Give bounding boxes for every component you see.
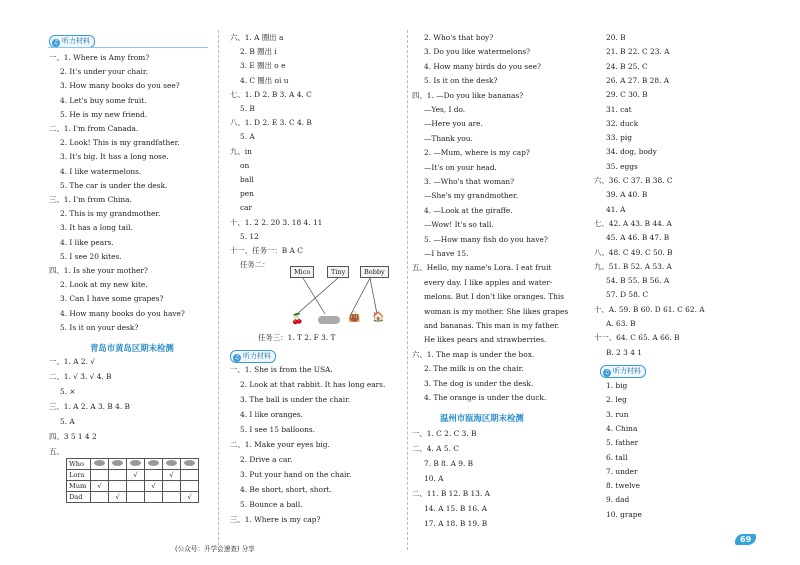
text-line: 3. E 圈出 o e (240, 61, 286, 71)
table-row (67, 459, 199, 470)
table-cell (181, 481, 199, 492)
text-line: 33. pig (606, 133, 632, 143)
table-cell: √ (127, 470, 145, 481)
name-tag-bobby: Bobby (360, 266, 389, 278)
text-line: —Wow! It's so tall. (424, 220, 494, 230)
text-line: 九、in (230, 146, 252, 156)
text-line: 9. dad (606, 495, 630, 505)
text-line: B. 2 3 4 1 (606, 347, 642, 357)
text-line: 二、1. I'm from Canada. (49, 124, 139, 133)
text-line: 3. It has a long tail. (60, 223, 133, 233)
text-line: 5. Is it on your desk? (60, 322, 139, 332)
table-row (67, 470, 199, 481)
table-cell: √ (163, 470, 181, 481)
table-cell (127, 481, 145, 492)
fruit-icon (145, 459, 163, 470)
house-picture-icon: 🏠 (372, 312, 385, 323)
fruit-icon (112, 460, 123, 466)
text-line: 5. B (240, 104, 255, 113)
table-cell (127, 492, 145, 503)
text-line: 57. D 58. C (606, 290, 649, 300)
table-cell (163, 481, 181, 492)
text-line: 一、1. She is from the USA. (230, 365, 333, 374)
text-line: 4. C 圈出 oi u (240, 75, 289, 85)
text-line: A. 63. B (606, 319, 636, 328)
text-line: 2. Drive a car. (240, 455, 293, 464)
text-line: 45. A 46. B 47. B (606, 233, 670, 243)
table-cell: √ (91, 481, 109, 492)
table-cell (109, 481, 127, 492)
name-tag-mico: Mico (290, 266, 314, 278)
text-line: 14. A 15. B 16. A (424, 504, 488, 513)
text-line: 4. I like oranges. (240, 410, 303, 419)
table-row (67, 481, 199, 492)
fruit-icon (181, 459, 199, 470)
table-row (67, 492, 199, 503)
text-line: 七、1. D 2. B 3. A 4. C (230, 89, 312, 99)
fruit-icon (130, 460, 141, 466)
text-line: 29. C 30. B (606, 90, 648, 100)
text-line: 35. eggs (606, 161, 638, 171)
text-line: 34. dog, body (606, 147, 657, 157)
text-line: 24. B 25. C (606, 61, 648, 71)
text-line: 17. A 18. B 19. B (424, 519, 488, 528)
listening-badge-2: ♫ 听力材料 (230, 350, 276, 363)
text-line: woman is my mother. She likes grapes (424, 306, 569, 316)
text-line: 一、1. C 2. C 3. B (412, 429, 477, 438)
text-line: 2. Look! This is my grandfather. (60, 138, 180, 148)
text-line: melons. But I don't like oranges. This (424, 292, 565, 302)
text-line: 3. The ball is under the chair. (240, 395, 351, 404)
table-cell (145, 470, 163, 481)
text-line: 二、11. B 12. B 13. A (412, 489, 490, 498)
table-cell (181, 470, 199, 481)
fruit-icon (166, 460, 177, 466)
row-label: Dad (67, 492, 91, 503)
text-line: 10. grape (606, 509, 642, 519)
fruit-icon (184, 460, 195, 466)
text-line: on (240, 160, 250, 170)
text-line: 五、Hello, my name's Lora. I eat fruit (412, 263, 552, 273)
answer-table (66, 458, 199, 503)
table-cell (145, 492, 163, 503)
column-separator (407, 30, 408, 550)
text-line: 2. B 圈出 i (240, 47, 277, 57)
listening-badge: ♫ 听力材料 (49, 35, 95, 48)
headphones-icon: ♫ (53, 39, 59, 46)
column-separator (218, 30, 219, 550)
text-line: 3. run (606, 409, 629, 419)
text-line: 4. I like watermelons. (60, 166, 142, 176)
text-line: —Thank you. (424, 133, 473, 143)
fruit-icon (91, 459, 109, 470)
table-cell (91, 470, 109, 481)
text-line: —I have 15. (424, 249, 469, 258)
text-line: 4. I like pears. (60, 237, 114, 247)
row-label: Mum (67, 481, 91, 492)
text-line: 六、1. A 圈出 a (230, 33, 284, 42)
fruit-picture-icon: 🍒 (291, 314, 304, 325)
text-line: 3. —Who's that woman? (424, 177, 515, 186)
fruit-icon (127, 459, 145, 470)
text-line: 十一、64. C 65. A 66. B (594, 333, 680, 343)
page-number: 69 (735, 534, 756, 545)
text-line: 六、36. C 37. B 38. C (594, 176, 673, 185)
text-line: 4. How many books do you have? (60, 308, 185, 318)
text-line: 3. Do you like watermelons? (424, 47, 531, 57)
text-line: 5. The car is under the desk. (60, 180, 168, 190)
text-line: 5. He is my new friend. (60, 109, 148, 119)
text-line: He likes pears and strawberries. (424, 335, 547, 345)
section-title-ouhai: 温州市瓯海区期末检测 (440, 413, 524, 423)
text-line: 5. —How many fish do you have? (424, 234, 548, 244)
text-line: 4. Let's buy some fruit. (60, 95, 147, 105)
table-cell (91, 492, 109, 503)
text-line: 4. How many birds do you see? (424, 61, 541, 71)
text-line: 2. Look at my new kite. (60, 280, 148, 290)
text-line: 5. A (240, 132, 255, 142)
text-line: 32. duck (606, 118, 639, 128)
text-line: 八、48. C 49. C 50. B (594, 247, 673, 257)
text-line: 5. A (60, 417, 75, 426)
text-line: 3. The dog is under the desk. (424, 378, 534, 388)
text-line: 四、1. Is she your mother? (49, 266, 148, 275)
text-line: 三、1. A 2. A 3. B 4. B (49, 402, 130, 411)
text-line: 4. —Look at the giraffe. (424, 205, 513, 215)
table-cell: √ (145, 481, 163, 492)
text-line: 四、3 5 1 4 2 (49, 432, 97, 441)
text-line: 六、1. The map is under the box. (412, 349, 535, 359)
bread-picture-icon (318, 316, 340, 324)
text-line: 6. tall (606, 452, 628, 462)
table-cell (109, 470, 127, 481)
text-line: 1. big (606, 381, 628, 390)
text-line: 2. This is my grandmother. (60, 209, 161, 219)
text-line: 二、4. A 5. C (412, 444, 459, 453)
text-line: 2. The milk is on the chair. (424, 364, 524, 374)
text-line: 八、1. D 2. E 3. C 4. B (230, 118, 312, 128)
text-line: 3. It's big. It has a long nose. (60, 152, 169, 162)
text-line: 8. twelve (606, 481, 640, 491)
text-line: car (240, 203, 253, 213)
divider (48, 47, 208, 48)
name-tag-tiny: Tiny (327, 266, 349, 278)
text-line: 2. Look at that rabbit. It has long ears. (240, 380, 386, 389)
table-cell: √ (109, 492, 127, 503)
text-line: 3. Put your hand on the chair. (240, 470, 352, 479)
fruit-icon (94, 460, 105, 466)
row-label: Lora (67, 470, 91, 481)
text-line: 四、1. —Do you like bananas? (412, 90, 524, 100)
fruit-icon (148, 460, 159, 466)
text-line: 26. A 27. B 28. A (606, 75, 670, 85)
text-line: 一、1. A 2. √ (49, 357, 95, 366)
text-line: 2. It's under your chair. (60, 67, 148, 77)
text-line: —Here you are. (424, 119, 483, 129)
text-line: 5. father (606, 438, 639, 448)
table-cell (163, 492, 181, 503)
fruit-icon (109, 459, 127, 470)
text-line: 三、1. Where is my cap? (230, 515, 321, 524)
text-line: every day. I like apples and water- (424, 277, 553, 287)
text-line: 十一、任务一：B A C (230, 246, 303, 255)
text-line: —She's my grandmother. (424, 191, 519, 201)
text-line: 二、1. √ 3. √ 4. B (49, 372, 112, 381)
text-line: 十、A. 59. B 60. D 61. C 62. A (594, 304, 705, 314)
text-line: 2. Who's that boy? (424, 33, 494, 42)
listening-badge-3: ♫ 听力材料 (600, 365, 646, 378)
text-line: 21. B 22. C 23. A (606, 47, 670, 57)
text-line: 2. leg (606, 395, 627, 405)
text-line: 七、42. A 43. B 44. A (594, 218, 672, 228)
text-line: ball (240, 175, 254, 184)
text-line: 3. How many books do you see? (60, 81, 180, 91)
table-cell: √ (181, 492, 199, 503)
headphones-icon: ♫ (604, 369, 610, 376)
text-line: 41. A (606, 204, 626, 214)
row-label: Who (67, 459, 91, 470)
text-line: 54. B 55. B 56. A (606, 276, 670, 286)
text-line: 任务二： (240, 260, 270, 270)
text-line: 7. under (606, 466, 638, 476)
fruit-icon (163, 459, 181, 470)
text-line: —Yes, I do. (424, 105, 466, 114)
text-line: 4. Be short, short, short. (240, 485, 332, 494)
text-line: 7. B 8. A 9. B (424, 459, 474, 468)
text-line: 5. Is it on the desk? (424, 76, 498, 86)
text-line: 39. A 40. B (606, 190, 648, 200)
text-line: 5. I see 20 kites. (60, 251, 122, 261)
headphones-icon: ♫ (234, 354, 240, 361)
text-line: 一、1. Where is Amy from? (49, 53, 150, 62)
text-line: 三、1. I'm from China. (49, 195, 132, 204)
text-line: 4. The orange is under the duck. (424, 393, 547, 402)
text-line: 5. Bounce a ball. (240, 500, 303, 509)
text-line: 31. cat (606, 104, 632, 114)
text-line: 5. × (60, 387, 76, 396)
text-line: 4. China (606, 423, 638, 433)
text-line: 5. 12 (240, 231, 259, 241)
text-line: 3. Can I have some grapes? (60, 294, 164, 304)
text-line: 五、 (49, 447, 64, 456)
text-line: 20. B (606, 33, 626, 42)
text-line: 2. —Mum, where is my cap? (424, 148, 530, 158)
bag-picture-icon: 👜 (348, 312, 361, 323)
text-line: pen (240, 189, 254, 199)
text-line: 二、1. Make your eyes big. (230, 440, 330, 449)
task-three: 任务三：1. T 2. F 3. T (258, 333, 336, 342)
footer-text: (公众号：升学会速查) 分享 (175, 545, 255, 553)
text-line: 5. I see 15 balloons. (240, 425, 315, 434)
text-line: and bananas. This man is my father. (424, 321, 560, 330)
text-line: 九、51. B 52. A 53. A (594, 261, 672, 271)
text-line: —It's on your head. (424, 162, 497, 172)
text-line: 十、1. 2 2. 20 3. 18 4. 11 (230, 217, 323, 227)
text-line: 10. A (424, 474, 444, 483)
section-title-huangdao: 青岛市黄岛区期末检测 (90, 343, 174, 353)
